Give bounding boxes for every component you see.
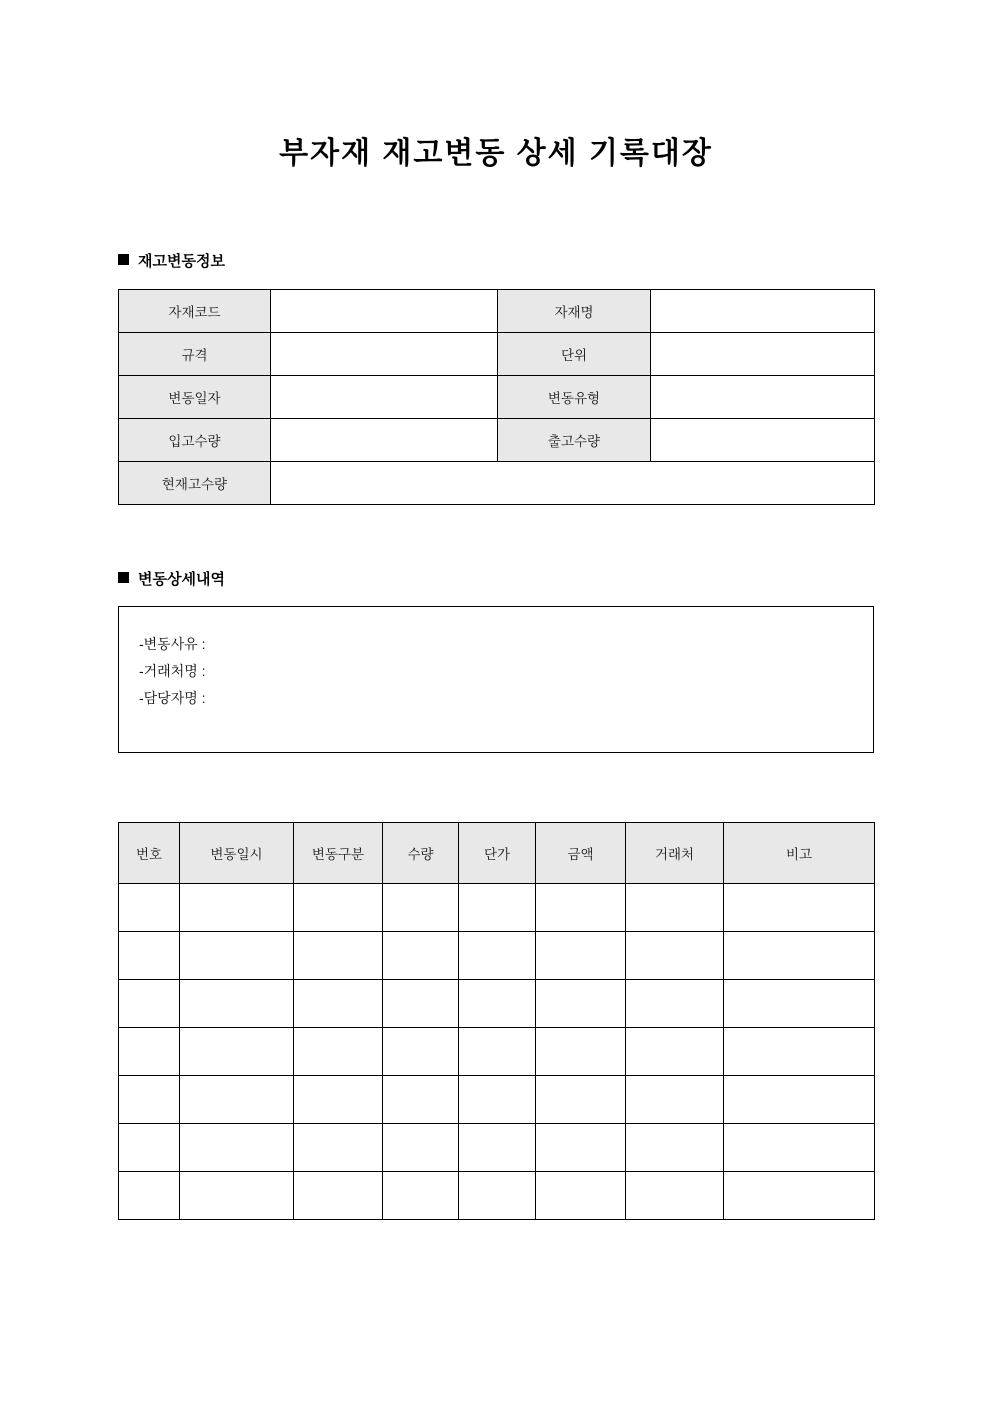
table-row — [119, 884, 875, 932]
ledger-table-body — [119, 884, 875, 1220]
field-label-change-type: 변동유형 — [498, 376, 651, 419]
cell-quantity[interactable] — [383, 1172, 459, 1220]
field-label-current-stock: 현재고수량 — [119, 462, 271, 505]
cell-unit-price[interactable] — [459, 980, 536, 1028]
cell-vendor[interactable] — [626, 980, 724, 1028]
inventory-change-info-table — [118, 289, 875, 505]
column-header-quantity: 수량 — [383, 823, 459, 884]
cell-vendor[interactable] — [626, 1076, 724, 1124]
table-row — [119, 980, 875, 1028]
field-value-inbound-qty[interactable] — [271, 419, 498, 462]
field-value-outbound-qty[interactable] — [651, 419, 875, 462]
cell-unit-price[interactable] — [459, 1076, 536, 1124]
column-header-unit-price: 단가 — [459, 823, 536, 884]
cell-datetime[interactable] — [180, 1172, 294, 1220]
column-header-no: 번호 — [119, 823, 180, 884]
cell-change-type[interactable] — [294, 1028, 383, 1076]
table-row — [119, 333, 875, 376]
table-header-row — [119, 823, 875, 884]
cell-amount[interactable] — [536, 980, 626, 1028]
cell-vendor[interactable] — [626, 1172, 724, 1220]
cell-remarks[interactable] — [724, 980, 875, 1028]
cell-datetime[interactable] — [180, 1124, 294, 1172]
cell-no[interactable] — [119, 1124, 180, 1172]
detail-line-vendor-name: -거래처명 : — [139, 663, 206, 679]
cell-amount[interactable] — [536, 1124, 626, 1172]
field-label-outbound-qty: 출고수량 — [498, 419, 651, 462]
cell-change-type[interactable] — [294, 1172, 383, 1220]
cell-datetime[interactable] — [180, 932, 294, 980]
field-value-spec[interactable] — [271, 333, 498, 376]
cell-remarks[interactable] — [724, 1076, 875, 1124]
cell-remarks[interactable] — [724, 1172, 875, 1220]
section-heading-label: 변동상세내역 — [138, 571, 225, 588]
cell-quantity[interactable] — [383, 1028, 459, 1076]
cell-unit-price[interactable] — [459, 1172, 536, 1220]
table-row — [119, 462, 875, 505]
cell-no[interactable] — [119, 932, 180, 980]
cell-quantity[interactable] — [383, 932, 459, 980]
detail-line-change-reason: -변동사유 : — [139, 636, 206, 652]
column-header-amount: 금액 — [536, 823, 626, 884]
table-row — [119, 290, 875, 333]
field-label-change-date: 변동일자 — [119, 376, 271, 419]
cell-unit-price[interactable] — [459, 932, 536, 980]
page-title: 부자재 재고변동 상세 기록대장 — [279, 137, 713, 170]
change-details-textbox[interactable] — [118, 606, 874, 753]
table-row — [119, 376, 875, 419]
column-header-change-type: 변동구분 — [294, 823, 383, 884]
cell-change-type[interactable] — [294, 884, 383, 932]
column-header-datetime: 변동일시 — [180, 823, 294, 884]
cell-datetime[interactable] — [180, 980, 294, 1028]
table-row — [119, 932, 875, 980]
cell-datetime[interactable] — [180, 1076, 294, 1124]
cell-datetime[interactable] — [180, 884, 294, 932]
field-value-material-name[interactable] — [651, 290, 875, 333]
cell-change-type[interactable] — [294, 980, 383, 1028]
cell-remarks[interactable] — [724, 1124, 875, 1172]
cell-no[interactable] — [119, 980, 180, 1028]
field-label-inbound-qty: 입고수량 — [119, 419, 271, 462]
cell-amount[interactable] — [536, 1028, 626, 1076]
section-heading-change-details — [118, 570, 225, 590]
cell-remarks[interactable] — [724, 1028, 875, 1076]
cell-datetime[interactable] — [180, 1028, 294, 1076]
ledger-table-head — [119, 823, 875, 884]
field-value-material-code[interactable] — [271, 290, 498, 333]
column-header-remarks: 비고 — [724, 823, 875, 884]
column-header-vendor: 거래처 — [626, 823, 724, 884]
cell-remarks[interactable] — [724, 884, 875, 932]
cell-unit-price[interactable] — [459, 884, 536, 932]
cell-vendor[interactable] — [626, 1124, 724, 1172]
cell-amount[interactable] — [536, 1172, 626, 1220]
field-label-spec: 규격 — [119, 333, 271, 376]
square-bullet-icon — [118, 254, 129, 265]
cell-unit-price[interactable] — [459, 1028, 536, 1076]
cell-amount[interactable] — [536, 1076, 626, 1124]
cell-no[interactable] — [119, 1028, 180, 1076]
detail-line-person-in-charge: -담당자명 : — [139, 690, 206, 706]
info-table-body — [119, 290, 875, 505]
cell-vendor[interactable] — [626, 1028, 724, 1076]
cell-quantity[interactable] — [383, 884, 459, 932]
square-bullet-icon — [118, 572, 129, 583]
cell-quantity[interactable] — [383, 1124, 459, 1172]
field-label-material-name: 자재명 — [498, 290, 651, 333]
cell-amount[interactable] — [536, 884, 626, 932]
field-value-current-stock[interactable] — [271, 462, 875, 505]
cell-remarks[interactable] — [724, 932, 875, 980]
field-value-change-date[interactable] — [271, 376, 498, 419]
cell-quantity[interactable] — [383, 1076, 459, 1124]
cell-vendor[interactable] — [626, 884, 724, 932]
section-heading-inventory-change-info — [118, 252, 225, 272]
cell-vendor[interactable] — [626, 932, 724, 980]
cell-no[interactable] — [119, 1076, 180, 1124]
cell-unit-price[interactable] — [459, 1124, 536, 1172]
cell-change-type[interactable] — [294, 1124, 383, 1172]
field-value-change-type[interactable] — [651, 376, 875, 419]
table-row — [119, 419, 875, 462]
field-label-unit: 단위 — [498, 333, 651, 376]
cell-no[interactable] — [119, 884, 180, 932]
table-row — [119, 1172, 875, 1220]
section-heading-label: 재고변동정보 — [138, 253, 225, 270]
field-label-material-code: 자재코드 — [119, 290, 271, 333]
table-row — [119, 1076, 875, 1124]
cell-change-type[interactable] — [294, 932, 383, 980]
table-row — [119, 1028, 875, 1076]
cell-amount[interactable] — [536, 932, 626, 980]
field-value-unit[interactable] — [651, 333, 875, 376]
cell-change-type[interactable] — [294, 1076, 383, 1124]
change-ledger-table — [118, 822, 875, 1220]
cell-no[interactable] — [119, 1172, 180, 1220]
table-row — [119, 1124, 875, 1172]
cell-quantity[interactable] — [383, 980, 459, 1028]
